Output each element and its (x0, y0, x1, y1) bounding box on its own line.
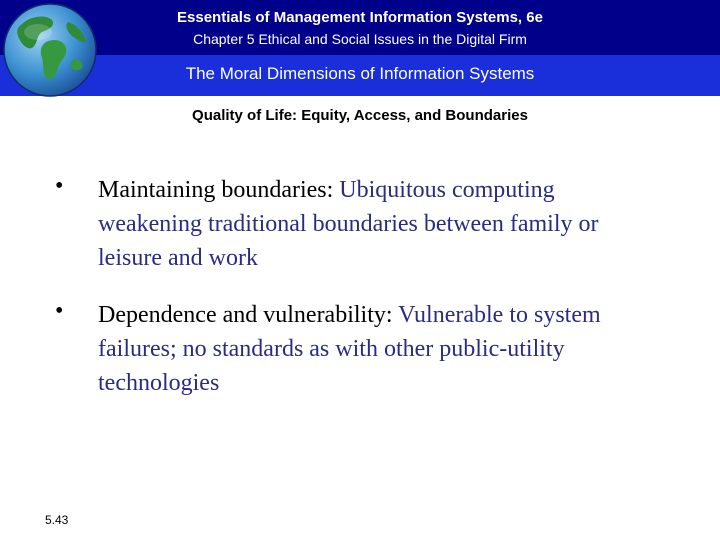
slide-subtitle: Quality of Life: Equity, Access, and Boundaries (192, 107, 528, 124)
section-band (0, 55, 720, 96)
header-title: Essentials of Management Information Systems, 6e (177, 9, 543, 26)
bullet-term: Dependence and vulnerability: (98, 302, 393, 328)
bullet-description: Vulnerable to system failures; no standards as with other public-utility technologies (98, 302, 601, 396)
globe-icon (2, 2, 98, 98)
bullet-term: Maintaining boundaries: (98, 177, 334, 203)
slide-header (0, 0, 720, 55)
page-number: 5.43 (45, 513, 69, 527)
section-title: The Moral Dimensions of Information Systems (185, 64, 535, 83)
bullet-text (98, 173, 658, 275)
header-subtitle: Chapter 5 Ethical and Social Issues in the Digital Firm (193, 31, 527, 47)
bullet-marker: • (55, 298, 64, 324)
bullet-marker: • (55, 173, 64, 199)
bullet-description: Ubiquitous computing weakening traditional boundaries between family or leisure and work (98, 177, 599, 271)
bullet-text (98, 298, 658, 400)
